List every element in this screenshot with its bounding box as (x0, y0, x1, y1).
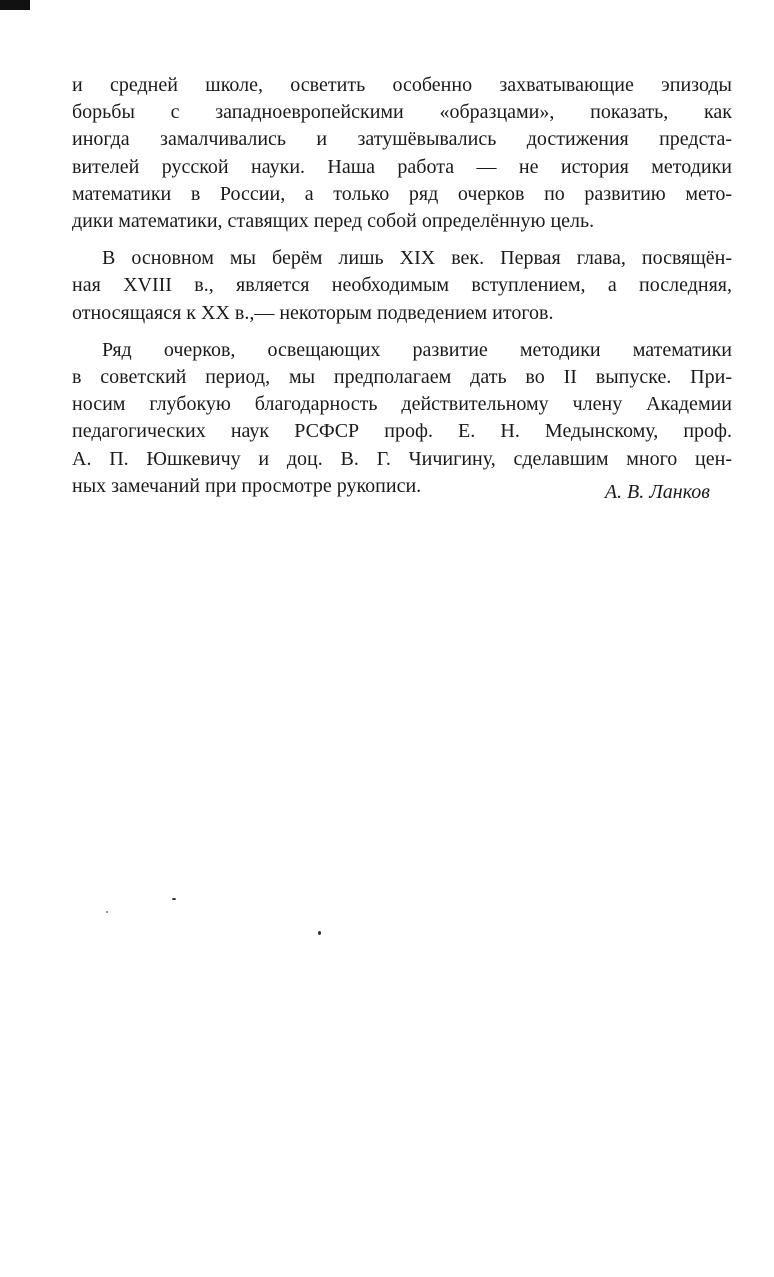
paragraph-1 (72, 72, 732, 235)
text-line: педагогических наук РСФСР проф. Е. Н. Медынскому, проф. (72, 420, 732, 443)
text-line: Ряд очерков, освещающих развитие методики математики (102, 338, 732, 361)
text-line: дики математики, ставящих перед собой определённую цель. (72, 210, 595, 233)
text-line: относящаяся к XX в.,— некоторым подведением итогов. (72, 301, 554, 324)
text-line: математики в России, а только ряд очерков по развитию мето- (72, 182, 732, 205)
scan-speck (318, 931, 321, 935)
scan-speck (172, 898, 176, 900)
text-line: В основном мы берём лишь XIX век. Первая глава, посвящён- (102, 247, 732, 270)
text-line: борьбы с западноевропейскими «образцами», показать, как (72, 101, 732, 124)
text-line: ная XVIII в., является необходимым вступлением, а последняя, (72, 274, 732, 297)
text-line: и средней школе, осветить особенно захватывающие эпизоды (72, 74, 732, 96)
text-line: А. П. Юшкевичу и доц. В. Г. Чичигину, сделавшим много цен- (72, 447, 732, 470)
body-text (72, 72, 732, 500)
scan-speck (106, 911, 108, 913)
text-line: в советский период, мы предполагаем дать во II выпуске. При- (72, 366, 732, 389)
text-line: иногда замалчивались и затушёвывались достижения предста- (72, 128, 732, 151)
author-signature: А. В. Ланков (604, 481, 710, 503)
text-line: носим глубокую благодарность действительному члену Академии (72, 393, 732, 416)
paragraph-3 (72, 337, 732, 500)
text-line: вителей русской науки. Наша работа — не история методики (72, 155, 732, 178)
text-line: ных замечаний при просмотре рукописи. (72, 474, 422, 497)
paragraph-2 (72, 245, 732, 327)
scan-corner-mark (0, 0, 30, 10)
